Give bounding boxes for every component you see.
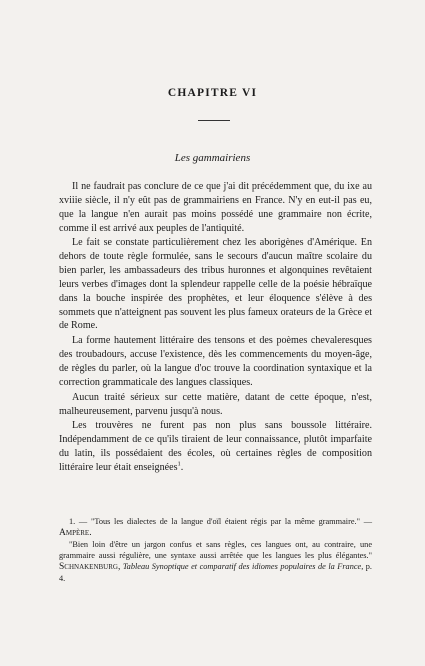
footnote-1-author: Ampère. <box>59 528 92 538</box>
paragraph-1: Il ne faudrait pas conclure de ce que j'ai dit précédemment que, du ixe au xviiie siècle, il n'y eût pas de grammairiens en France. N'y en eut-il pas eu, que la langue n'en aurait pas moins possédé une grammaire non écrite, comme il est arrivé aux peuples de l'antiquité. <box>59 181 372 234</box>
footnote-marker: 1 <box>177 460 181 468</box>
footnote-2-text: "Bien loin d'être un jargon confus et sans règles, ces langues ont, au contraire, une grammaire aussi régulière, une syntaxe aussi arrêtée que les langues les plus élégantes." <box>59 540 372 560</box>
paragraph-2: Le fait se constate particulièrement chez les aborigènes d'Amérique. En dehors de toute règle formulée, sans le secours d'aucun maître scolaire du bien parler, les ambassadeurs des tribus huronnes et algonquines revêtaient leurs verbes d'images dont la splendeur rappelle celle de la poésie hébraïque dans la bouche inspirée des prophètes, et leur éloquence s'élève à des sommets que n'atteignent pas souvent les plus fameux orateurs de la Grèce et de Rome. <box>59 237 372 332</box>
footnote-2-page: , p. 4. <box>59 562 373 583</box>
paragraph-3: La forme hautement littéraire des tensons et des poèmes chevaleresques des troubadours, accuse l'existence, dès les commencements du moyen-âge, de règles du parler, où la langue d'oc trouve la coordination syntaxique et la correction grammaticale des langues classiques. <box>59 335 372 388</box>
section-title: Les gammairiens <box>174 152 251 164</box>
chapter-title: CHAPITRE VI <box>167 87 258 99</box>
paragraph-4: Aucun traité sérieux sur cette matière, datant de cette époque, n'est, malheureusement, parvenu jusqu'à nous. <box>59 391 372 417</box>
footnote-2-book-title: Tableau Synoptique et comparatif des idiomes populaires de la France <box>122 562 362 571</box>
footnote-2 <box>59 539 372 584</box>
footnote-1-text: 1. — "Tous les dialectes de la langue d'oïl étaient régis par la même grammaire." — <box>69 517 372 526</box>
footnote-2-author: Schnakenburg, <box>59 562 121 572</box>
title-divider <box>198 120 230 121</box>
footnotes <box>59 516 372 584</box>
body-text <box>59 180 372 475</box>
footnote-1 <box>59 516 372 539</box>
paragraph-5-text: Les trouvères ne furent pas non plus sans boussole littéraire. Indépendamment de ce qu'ils tiraient de leur connaissance, plutôt imparfaite du latin, ils possédaient des écoles, où certaines règles de composition littéraire leur était enseignées <box>59 420 372 473</box>
paragraph-5: Les trouvères ne furent pas non plus sans boussole littéraire. Indépendamment de ce qu'ils tiraient de leur connaissance, plutôt imparfaite du latin, ils possédaient des écoles, où certaines règles de composition littéraire leur était enseignées$^1$. <box>59 420 372 473</box>
